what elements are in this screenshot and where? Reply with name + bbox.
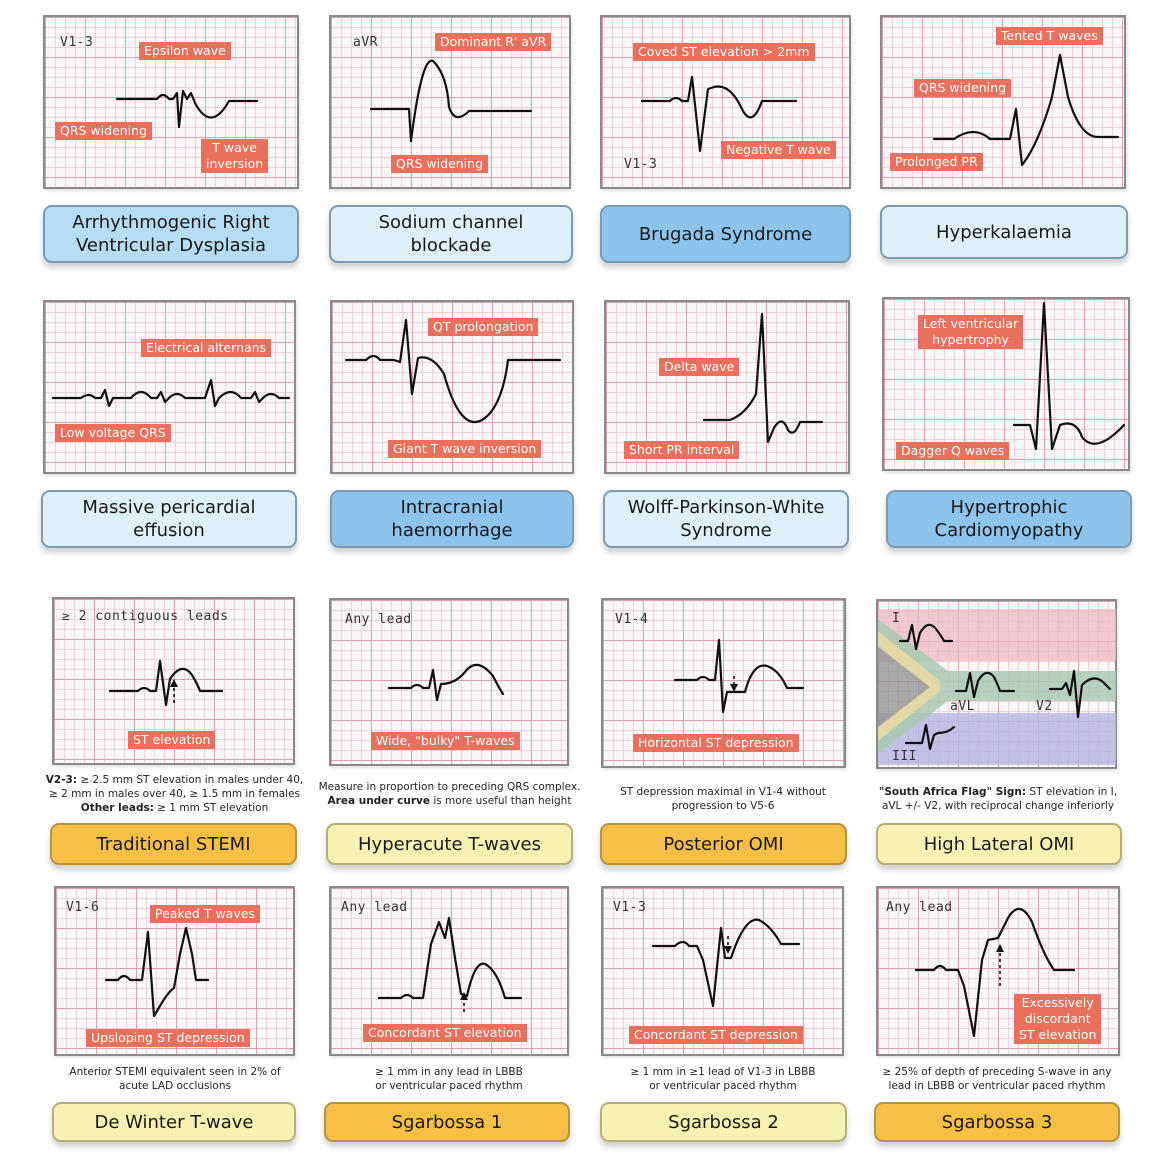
ecg-panel-high-lateral-omi: [876, 599, 1117, 769]
lead-label: V1-3: [624, 157, 658, 172]
ecg-trace-pericardial-effusion: [45, 302, 294, 472]
note-text: or ventricular paced rhythm: [375, 1080, 523, 1092]
tag-horizontal-st-depression: Horizontal ST depression: [633, 734, 799, 752]
title-pericardial-effusion: Massive pericardial effusion: [41, 490, 297, 548]
lead-label: V1-4: [615, 612, 649, 627]
tag-giant-t-wave-inversion: Giant T wave inversion: [388, 440, 541, 458]
title-hcm: Hypertrophic Cardiomyopathy: [886, 490, 1132, 548]
ecg-panel-arvd: [43, 15, 299, 189]
ecg-panel-wpw: [604, 300, 850, 474]
sgarbossa-2-trace: [653, 920, 799, 1006]
note-text: or ventricular paced rhythm: [649, 1080, 797, 1092]
ecg-panel-brugada: [600, 15, 851, 189]
tag-excessively-discordant: Excessively discordant ST elevation: [1014, 994, 1101, 1044]
tag-prolonged-pr: Prolonged PR: [890, 153, 983, 171]
tag-dominant-r-avr: Dominant R' aVR: [435, 33, 551, 51]
ecg-panel-hcm: [882, 297, 1130, 471]
title-sodium-channel: Sodium channel blockade: [329, 205, 573, 263]
tag-qrs-widening: QRS widening: [914, 79, 1011, 97]
sgarbossa-1-trace: [379, 918, 521, 998]
tag-wide-bulky-t-waves: Wide, "bulky" T-waves: [371, 732, 520, 750]
tag-low-voltage-qrs: Low voltage QRS: [55, 424, 171, 442]
tag-epsilon-wave: Epsilon wave: [139, 42, 231, 60]
ecg-panel-sgarbossa-3: [876, 886, 1120, 1056]
note-high-lateral-omi: [864, 785, 1132, 813]
title-traditional-stemi: Traditional STEMI: [50, 823, 297, 865]
lead-label: V1-3: [60, 35, 94, 50]
note-stemi: [42, 773, 307, 815]
tag-st-elevation: ST elevation: [128, 731, 215, 749]
note-sgarbossa-3: [866, 1065, 1128, 1093]
note-de-winter: [45, 1065, 305, 1093]
title-sgarbossa-3: Sgarbossa 3: [874, 1102, 1120, 1142]
flag-lead-v2: V2: [1036, 699, 1053, 714]
tag-concordant-st-depression: Concordant ST depression: [629, 1026, 803, 1044]
title-posterior-omi: Posterior OMI: [600, 823, 847, 865]
lead-label: V1-3: [613, 900, 647, 915]
lead-label: V1-6: [66, 900, 100, 915]
note-text: ≥ 2.5 mm ST elevation in males under 40,: [77, 774, 304, 786]
tag-peaked-t-waves: Peaked T waves: [150, 905, 260, 923]
note-strong: V2-3:: [45, 774, 78, 786]
title-intracranial: Intracranial haemorrhage: [330, 490, 574, 548]
note-text: Anterior STEMI equivalent seen in 2% of: [69, 1066, 281, 1078]
flag-sign-diagram: [878, 601, 1115, 767]
ecg-panel-stemi: [52, 597, 295, 765]
flag-lead-i: I: [892, 611, 901, 626]
ecg-panel-sgarbossa-1: [329, 886, 569, 1056]
tag-delta-wave: Delta wave: [659, 358, 739, 376]
title-high-lateral-omi: High Lateral OMI: [876, 823, 1122, 865]
note-text: ≥ 2 mm in males over 40, ≥ 1.5 mm in females: [48, 788, 301, 800]
ecg-panel-pericardial-effusion: [43, 300, 296, 474]
flag-lead-iii: III: [892, 749, 917, 764]
note-text: ST depression maximal in V1-4 without: [620, 786, 826, 798]
sgarbossa-3-arrowhead: [996, 944, 1004, 952]
title-brugada: Brugada Syndrome: [600, 205, 851, 263]
note-text: ≥ 1 mm in ≥1 lead of V1-3 in LBBB: [630, 1066, 816, 1078]
lead-label: Any lead: [341, 900, 408, 915]
ecg-panel-sgarbossa-2: [601, 886, 844, 1056]
tag-short-pr-interval: Short PR interval: [624, 441, 739, 459]
note-text: progression to V5-6: [671, 800, 775, 812]
note-text: acute LAD occlusions: [119, 1080, 231, 1092]
title-hyperkalaemia: Hyperkalaemia: [880, 205, 1128, 259]
tag-negative-t-wave: Negative T wave: [721, 141, 836, 159]
note-strong: Area under curve: [327, 795, 430, 807]
note-text: is more useful than height: [429, 795, 572, 807]
note-text: aVL +/- V2, with reciprocal change inferiorly: [881, 800, 1115, 812]
note-hyperacute: [312, 780, 587, 808]
ecg-panel-posterior-omi: [601, 598, 846, 768]
tag-coved-st-elevation: Coved ST elevation > 2mm: [633, 43, 815, 61]
note-text: ≥ 1 mm in any lead in LBBB: [375, 1066, 523, 1078]
note-strong: "South Africa Flag" Sign:: [878, 786, 1027, 798]
note-text: ST elevation in I,: [1026, 786, 1118, 798]
title-arvd: Arrhythmogenic Right Ventricular Dysplasia: [43, 205, 299, 263]
note-sgarbossa-2: [596, 1065, 850, 1093]
lead-label: Any lead: [886, 900, 953, 915]
flag-lead-avl: aVL: [950, 699, 975, 714]
tag-electrical-alternans: Electrical alternans: [141, 339, 271, 357]
title-de-winter: De Winter T-wave: [52, 1102, 296, 1142]
tag-qt-prolongation: QT prolongation: [428, 318, 538, 336]
tag-upsloping-st-depression: Upsloping ST depression: [86, 1029, 250, 1047]
note-posterior-omi: [598, 785, 848, 813]
note-text: ≥ 1 mm ST elevation: [153, 802, 269, 814]
ecg-panel-de-winter: [54, 886, 295, 1056]
note-sgarbossa-1: [320, 1065, 578, 1093]
tag-t-wave-inversion: T wave inversion: [201, 139, 268, 173]
ecg-panel-hyperacute: [329, 598, 569, 766]
tag-concordant-st-elevation: Concordant ST elevation: [363, 1024, 527, 1042]
tag-qrs-widening: QRS widening: [391, 155, 488, 173]
tag-qrs-widening: QRS widening: [55, 122, 152, 140]
ecg-panel-sodium-channel: [329, 15, 571, 189]
title-wpw: Wolff-Parkinson-White Syndrome: [603, 490, 849, 548]
lead-label: Any lead: [345, 612, 412, 627]
note-text: Measure in proportion to preceding QRS complex.: [318, 781, 581, 793]
ecg-panel-intracranial: [330, 300, 574, 474]
note-text: lead in LBBB or ventricular paced rhythm: [888, 1080, 1106, 1092]
note-strong: Other leads:: [80, 802, 154, 814]
title-sgarbossa-1: Sgarbossa 1: [324, 1102, 570, 1142]
tag-tented-t-waves: Tented T waves: [996, 27, 1103, 45]
ecg-panel-hyperkalaemia: [880, 15, 1126, 189]
note-text: ≥ 25% of depth of preceding S-wave in any: [882, 1066, 1112, 1078]
tag-lvh: Left ventricular hypertrophy: [918, 315, 1023, 349]
title-hyperacute: Hyperacute T-waves: [326, 823, 573, 865]
lead-label: aVR: [353, 35, 378, 50]
tag-dagger-q-waves: Dagger Q waves: [896, 442, 1009, 460]
lead-label: ≥ 2 contiguous leads: [62, 609, 229, 624]
title-sgarbossa-2: Sgarbossa 2: [600, 1102, 847, 1142]
